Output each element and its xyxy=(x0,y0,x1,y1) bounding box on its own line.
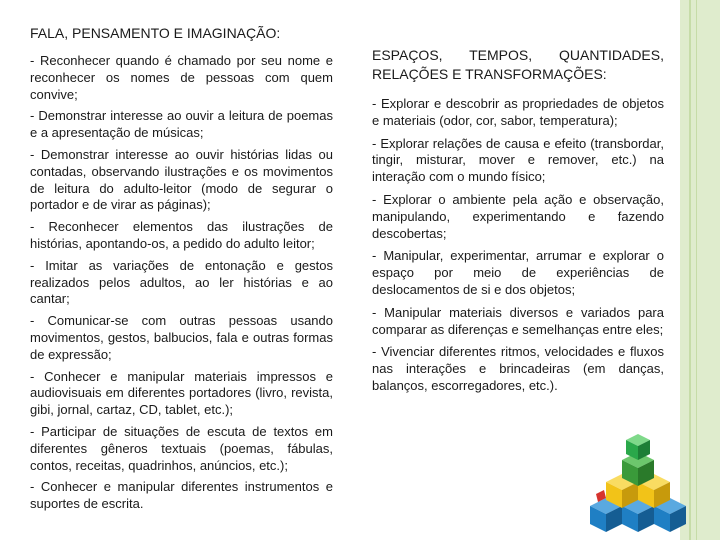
list-item: - Explorar o ambiente pela ação e observação, manipulando, experimentando e fazendo descobertas; xyxy=(372,191,664,241)
list-item: - Conhecer e manipular diferentes instrumentos e suportes de escrita. xyxy=(30,479,333,512)
list-item: - Explorar relações de causa e efeito (transbordar, tingir, misturar, mover e remover, etc.) na interação com o mundo físico; xyxy=(372,135,664,185)
right-column-heading: ESPAÇOS, TEMPOS, QUANTIDADES, RELAÇÕES E TRANSFORMAÇÕES: xyxy=(372,47,664,82)
list-item: - Explorar e descobrir as propriedades de objetos e materiais (odor, cor, sabor, temperatura); xyxy=(372,96,664,128)
cube-pyramid-icon xyxy=(586,428,690,536)
list-item: - Demonstrar interesse ao ouvir histórias lidas ou contadas, observando ilustrações e os movimentos de leitura do adulto-leitor (modo de segurar o portador e de virar as páginas); xyxy=(30,146,333,213)
list-item: - Reconhecer quando é chamado por seu nome e reconhecer os nomes de pessoas com quem convive; xyxy=(30,53,333,102)
side-decoration-line xyxy=(696,0,697,540)
list-item: - Comunicar-se com outras pessoas usando movimentos, gestos, balbucios, fala e outras formas de expressão; xyxy=(30,313,333,362)
list-item: - Imitar as variações de entonação e gestos realizados pelos adultos, ao ler histórias e ao cantar; xyxy=(30,257,333,307)
list-item: - Vivenciar diferentes ritmos, velocidades e fluxos nas interações e brincadeiras (em danças, balanços, escorregadores, etc.). xyxy=(372,344,664,393)
left-column-heading: FALA, PENSAMENTO E IMAGINAÇÃO: xyxy=(30,25,281,41)
list-item: - Participar de situações de escuta de textos em diferentes gêneros textuais (poemas, fábulas, contos, receitas, quadrinhos, anúncios, etc.); xyxy=(30,423,333,473)
list-item: - Manipular materiais diversos e variados para comparar as diferenças e semelhanças entre eles; xyxy=(372,304,664,337)
list-item: - Manipular, experimentar, arrumar e explorar o espaço por meio de experiências de deslocamentos de si e dos objetos; xyxy=(372,248,664,297)
list-item: - Conhecer e manipular materiais impressos e audiovisuais em diferentes portadores (livro, revista, gibi, jornal, cartaz, CD, tablet, etc.); xyxy=(30,368,333,418)
left-column xyxy=(30,24,333,518)
list-item: - Demonstrar interesse ao ouvir a leitura de poemas e a apresentação de músicas; xyxy=(30,108,333,141)
list-item: - Reconhecer elementos das ilustrações de histórias, apontando-os, a pedido do adulto leitor; xyxy=(30,219,333,251)
right-column xyxy=(372,46,664,401)
